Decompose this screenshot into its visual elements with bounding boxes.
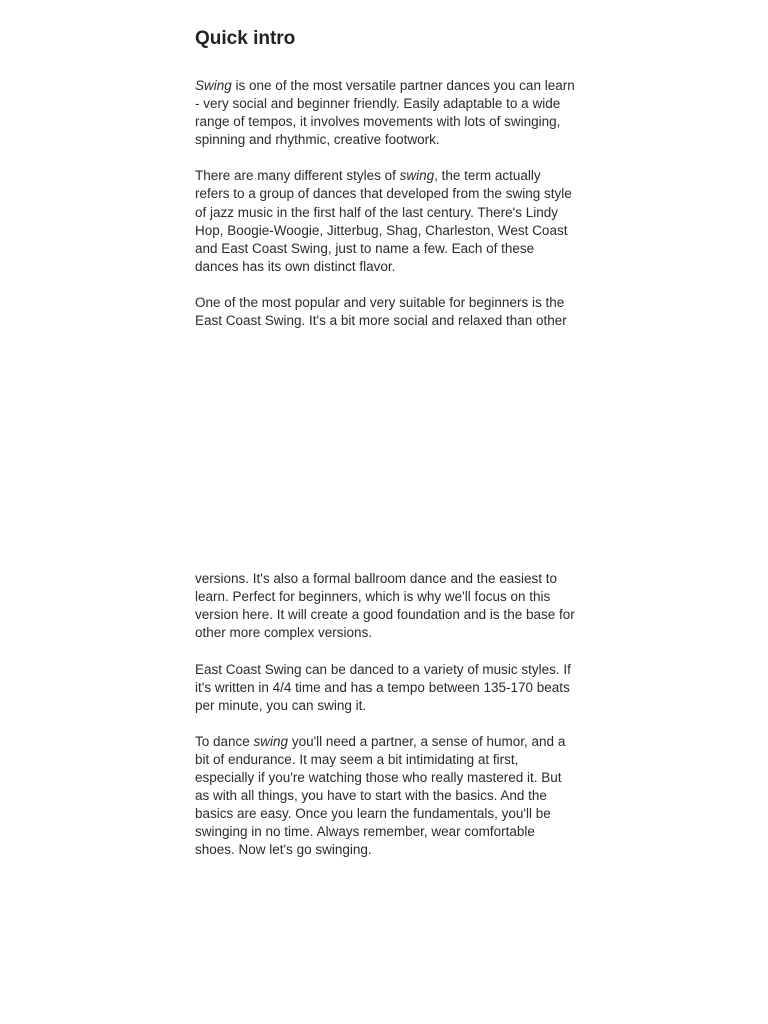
- paragraph-east-coast-continued: versions. It's also a formal ballroom dance and the easiest to learn. Perfect for beginners, which is why we'll focus on this version here. It will create a good foundation and is the base for other more complex versions.: [195, 571, 575, 641]
- emphasis-swing: swing: [399, 168, 435, 184]
- paragraph-to-dance-text-after: you'll need a partner, a sense of humor, and a bit of endurance. It may seem a bit intimidating at first, especially if you're watching those who really mastered it. But as with all things, you have to start with the basics. And the basics are easy. Once you learn the fundamentals, you'll be swinging in no time. Always remember, wear comfortable shoes. Now let's go swinging.: [195, 733, 566, 858]
- paragraph-intro-text: is one of the most versatile partner dances you can learn - very social and beginner friendly. Easily adaptable to a wide range of tempos, it involves movements with lots of swinging, spinning and rhythmic, creative footwork.: [195, 78, 575, 148]
- paragraph-intro: [195, 77, 577, 149]
- paragraph-to-dance: [195, 733, 577, 860]
- document-page: [195, 27, 577, 877]
- emphasis-swing: Swing: [195, 78, 232, 93]
- paragraph-music-styles: East Coast Swing can be danced to a variety of music styles. If it's written in 4/4 time and has a tempo between 135-170 beats per minute, you can swing it.: [195, 661, 571, 713]
- page-title: Quick intro: [195, 28, 296, 49]
- emphasis-swing: swing: [253, 733, 289, 749]
- paragraph-to-dance-text-before: To dance: [195, 733, 254, 749]
- paragraph-styles-text-after: , the term actually refers to a group of dances that developed from the swing style of jazz music in the first half of the last century. There's Lindy Hop, Boogie-Woogie, Jitterbug, Shag, Charleston, West Coast and East Coast Swing, just to name a few. Each of these dances has its own distinct flavor.: [195, 168, 572, 274]
- paragraph-styles: [195, 167, 577, 276]
- blank-gap: [195, 348, 577, 570]
- paragraph-east-coast-start: One of the most popular and very suitable for beginners is the East Coast Swing. It's a bit more social and relaxed than other: [195, 294, 567, 329]
- paragraph-styles-text-before: There are many different styles of: [195, 168, 400, 184]
